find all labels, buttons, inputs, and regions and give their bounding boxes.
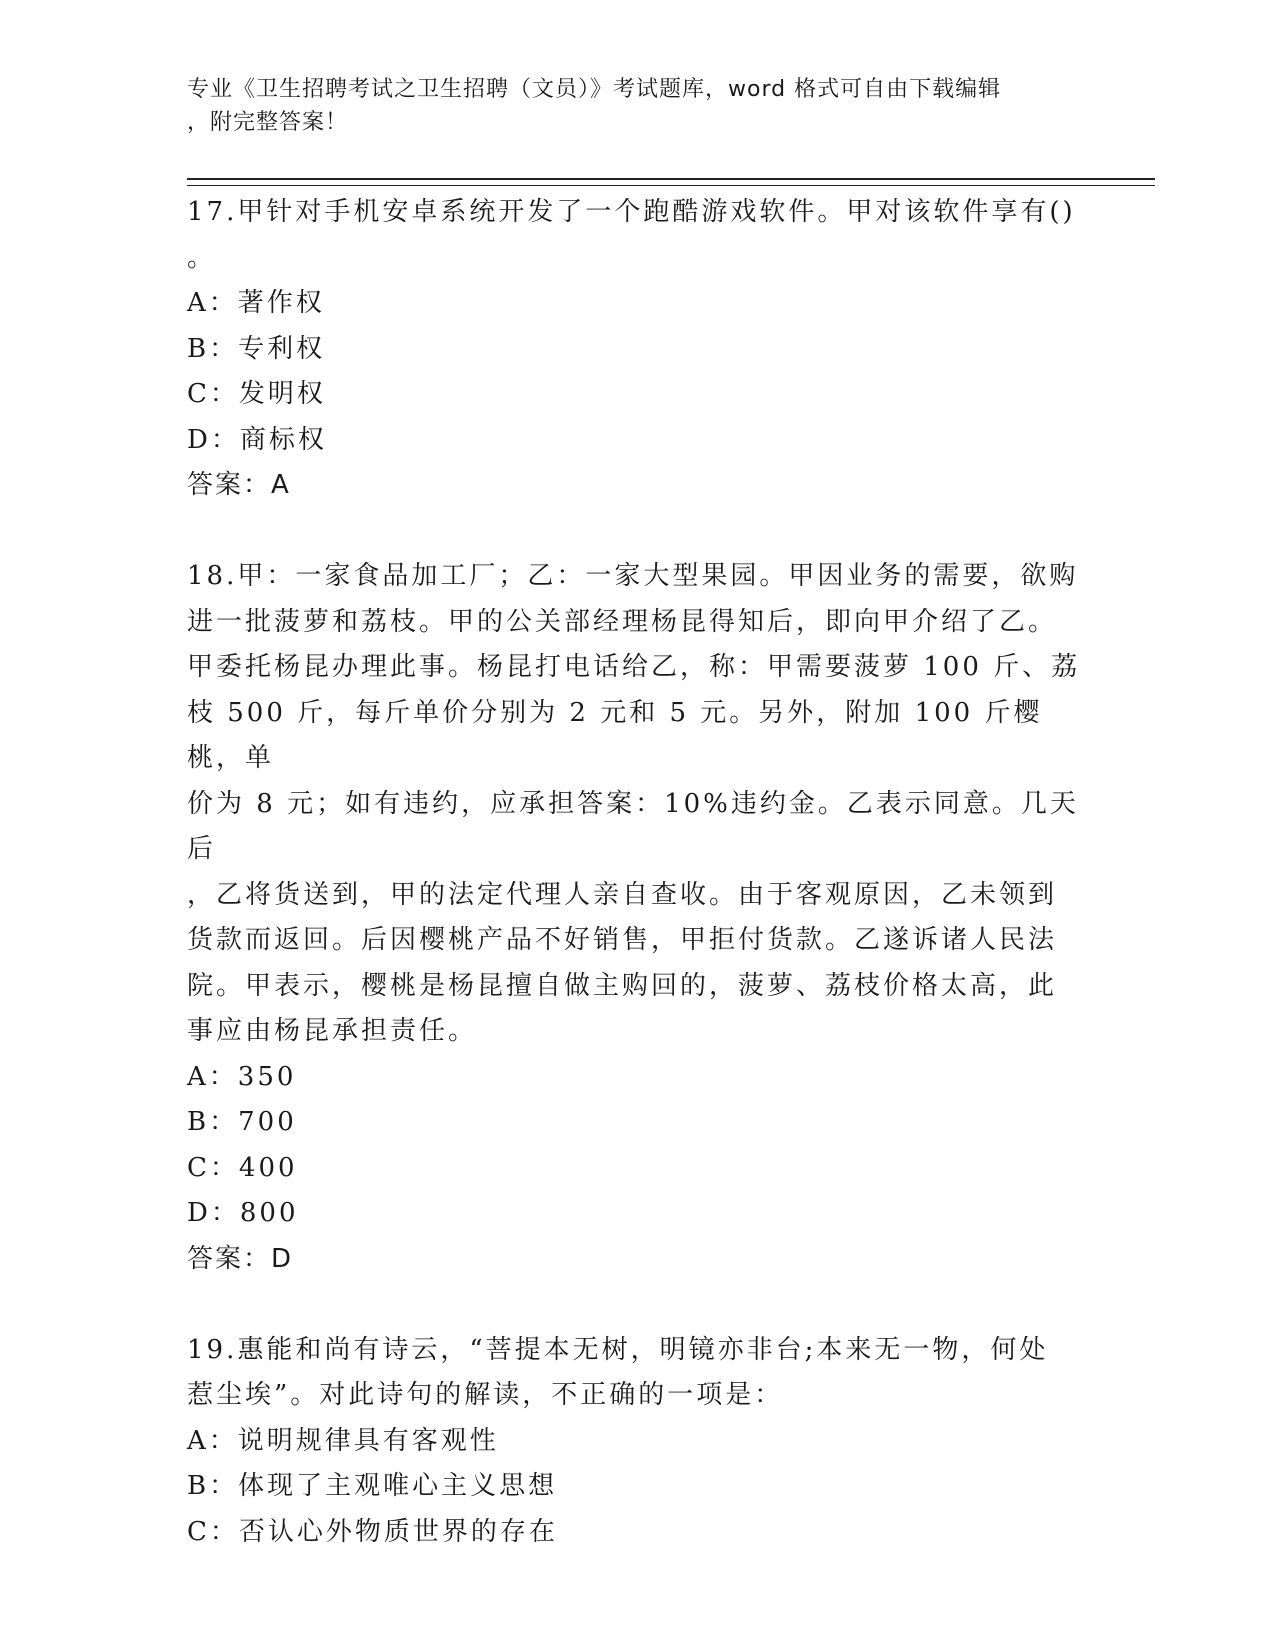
option-a — [187, 281, 1087, 327]
option-label: D： — [187, 424, 240, 455]
document-header: 专业《卫生招聘考试之卫生招聘（文员）》考试题库，word 格式可自由下载编辑 ，附完整答案！ — [187, 77, 1002, 135]
option-a — [187, 1055, 1087, 1101]
option-text: 著作权 — [237, 288, 325, 318]
question-stem: 19.惠能和尚有诗云，“菩提本无树，明镜亦非台;本来无一物，何处 惹尘埃”。对此诗句的解读，不正确的一项是： — [187, 1334, 1049, 1410]
option-b — [187, 1100, 1087, 1146]
option-label: C： — [187, 379, 239, 409]
option-d — [187, 418, 1087, 464]
option-text: 400 — [238, 1152, 298, 1183]
option-b — [187, 1464, 1087, 1510]
header-divider-thick — [187, 178, 1155, 180]
option-label: B： — [187, 1471, 239, 1501]
question-stem: 18.甲：一家食品加工厂；乙：一家大型果园。甲因业务的需要，欲购 进一批菠萝和荔枝。甲的公关部经理杨昆得知后，即向甲介绍了乙。 甲委托杨昆办理此事。杨昆打电话给乙，称：甲需要菠萝 100 斤、荔 枝 500 斤，每斤单价分别为 2 元和 5 元。另外，附加 100 斤樱桃，单 价为 8 元；如有违约，应承担答案：10%违约金。乙表示同意。几天后 ，乙将货送到，甲的法定代理人亲自查收。由于客观原因，乙未领到 货款而返回。后因樱桃产品不好销售，甲拒付货款。乙遂诉诸人民法 院。甲表示，樱桃是杨昆擅自做主购回的，菠萝、荔枝价格太高，此 事应由杨昆承担责任。 — [187, 561, 1081, 1046]
option-text: 800 — [239, 1198, 299, 1228]
header-divider-thin — [187, 185, 1155, 186]
option-text: 发明权 — [238, 379, 326, 409]
option-c — [187, 1510, 1087, 1556]
question-list — [187, 190, 1087, 1555]
option-text: 350 — [237, 1061, 297, 1092]
question-spacer — [187, 1282, 1087, 1328]
option-text: 说明规律具有客观性 — [237, 1425, 499, 1456]
question-17 — [187, 190, 1087, 509]
option-label: C： — [187, 1152, 239, 1183]
option-a — [187, 1419, 1087, 1465]
option-d — [187, 1191, 1087, 1237]
option-label: A： — [187, 1061, 238, 1092]
option-label: A： — [187, 1425, 238, 1456]
option-label: C： — [187, 1516, 239, 1547]
answer-line: 答案：A — [187, 470, 291, 500]
option-b — [187, 327, 1087, 373]
question-19 — [187, 1328, 1087, 1556]
question-spacer — [187, 509, 1087, 555]
option-text: 700 — [238, 1107, 297, 1137]
option-c — [187, 1146, 1087, 1192]
option-label: B： — [187, 333, 239, 364]
question-18 — [187, 554, 1087, 1282]
answer-line: 答案：D — [187, 1243, 294, 1274]
option-label: B： — [187, 1107, 239, 1137]
option-text: 否认心外物质世界的存在 — [238, 1516, 558, 1547]
question-stem: 17.甲针对手机安卓系统开发了一个跑酷游戏软件。甲对该软件享有() 。 — [187, 197, 1076, 273]
option-text: 体现了主观唯心主义思想 — [238, 1471, 558, 1501]
option-label: D： — [187, 1198, 240, 1228]
option-text: 商标权 — [239, 424, 327, 455]
option-text: 专利权 — [238, 333, 326, 364]
option-label: A： — [187, 288, 238, 318]
option-c — [187, 372, 1087, 418]
